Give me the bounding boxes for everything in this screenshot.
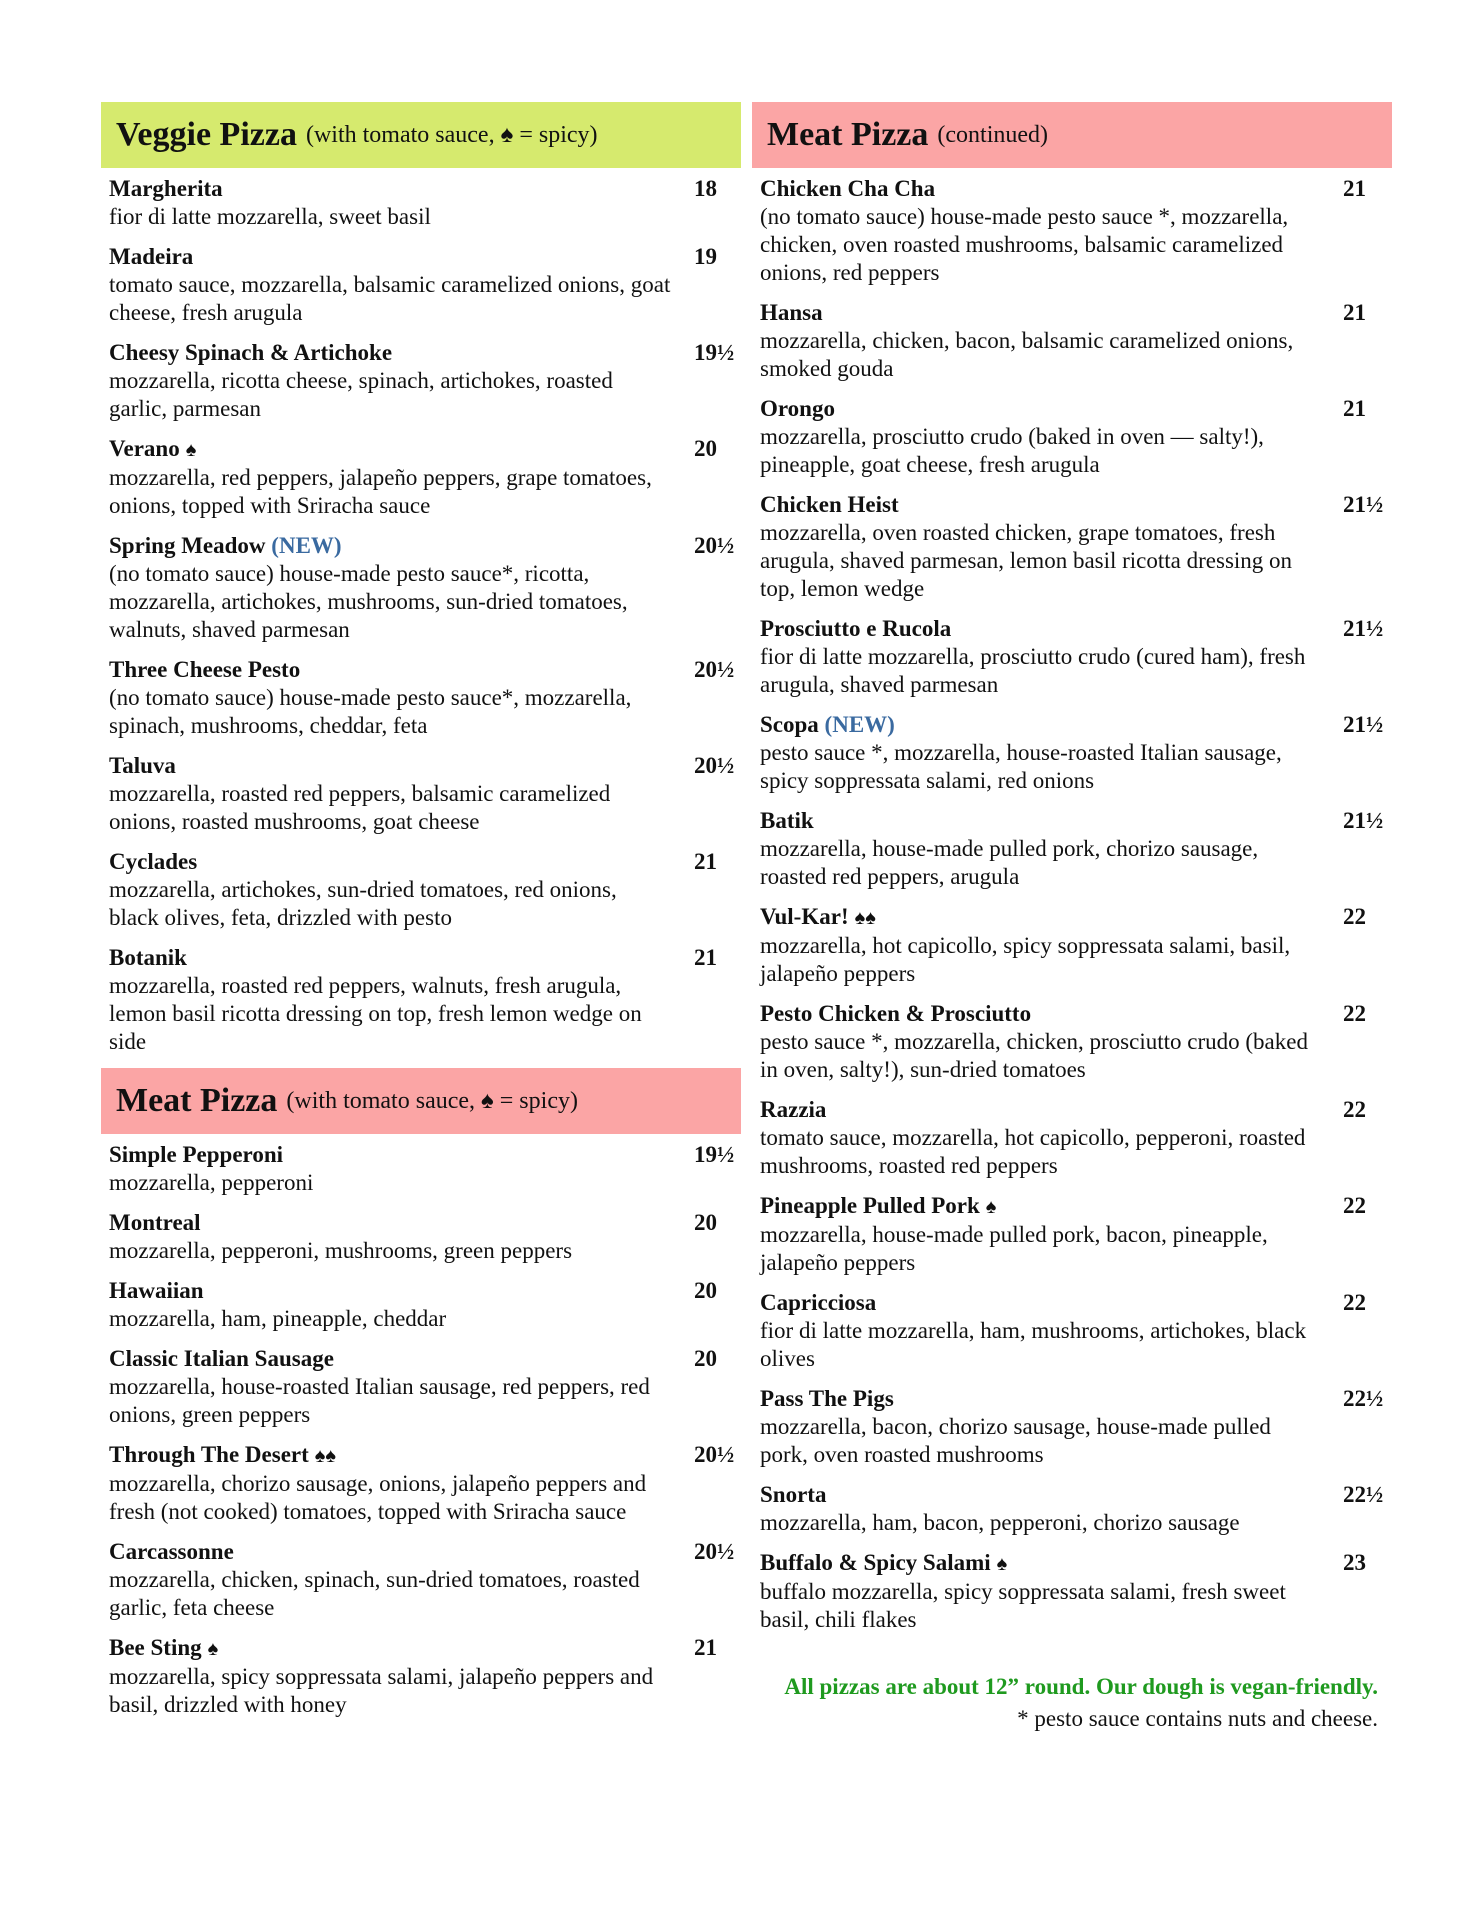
menu-item-description: (no tomato sauce) house-made pesto sauce*, mozzarella, spinach, mushrooms, cheddar, feta xyxy=(109,685,632,738)
menu-item-name: Cheesy Spinach & Artichoke xyxy=(109,340,393,365)
menu-item-price: 21 xyxy=(1343,176,1366,201)
section-title: Meat Pizza xyxy=(767,116,929,153)
menu-item-name: Madeira xyxy=(109,244,194,269)
menu-item xyxy=(101,1538,741,1622)
menu-item-name-row xyxy=(760,615,1322,643)
menu-item-name-row xyxy=(109,1209,671,1237)
menu-item-description: fior di latte mozzarella, ham, mushrooms, artichokes, black olives xyxy=(760,1318,1307,1371)
menu-item xyxy=(101,1345,741,1429)
menu-item xyxy=(101,532,741,644)
menu-item xyxy=(752,1549,1392,1634)
spicy-icon: ♠ xyxy=(985,1196,997,1218)
menu-item-name: Cyclades xyxy=(109,849,198,874)
menu-item-description: mozzarella, chicken, bacon, balsamic caramelized onions, smoked gouda xyxy=(760,328,1294,381)
menu-item-name-row xyxy=(760,1192,1322,1221)
menu-item xyxy=(752,175,1392,287)
menu-item-name: Hansa xyxy=(760,300,823,325)
menu-item-description: mozzarella, roasted red peppers, walnuts, fresh arugula, lemon basil ricotta dressing on top, fresh lemon wedge on side xyxy=(109,973,642,1054)
menu-item-price: 21 xyxy=(694,945,717,970)
menu-item xyxy=(101,435,741,520)
menu-item xyxy=(752,711,1392,795)
menu-item-name-row xyxy=(760,491,1322,519)
menu-item-price: 20½ xyxy=(694,657,735,682)
menu-item xyxy=(752,807,1392,891)
menu-item-name-row xyxy=(760,1385,1322,1413)
menu-item-description: tomato sauce, mozzarella, hot capicollo, pepperoni, roasted mushrooms, roasted red peppers xyxy=(760,1125,1306,1178)
menu-item-name: Margherita xyxy=(109,176,223,201)
menu-item-name-row xyxy=(109,339,671,367)
menu-item-description: mozzarella, hot capicollo, spicy soppressata salami, basil, jalapeño peppers xyxy=(760,933,1291,986)
menu-item-name-row xyxy=(760,175,1322,203)
footer-size-note: All pizzas are about 12” round. Our dough is vegan-friendly. xyxy=(784,1674,1378,1699)
menu-item-name: Carcassonne xyxy=(109,1539,234,1564)
menu-item-name: Pesto Chicken & Prosciutto xyxy=(760,1001,1032,1026)
menu-item-name-row xyxy=(109,752,671,780)
menu-item-price: 20½ xyxy=(694,533,735,558)
menu-item-description: mozzarella, oven roasted chicken, grape tomatoes, fresh arugula, shaved parmesan, lemon basil ricotta dressing on top, lemon wedge xyxy=(760,520,1293,601)
menu-item-name: Botanik xyxy=(109,945,187,970)
menu-item-description: mozzarella, bacon, chorizo sausage, house-made pulled pork, oven roasted mushrooms xyxy=(760,1414,1271,1467)
menu-item-price: 23 xyxy=(1343,1550,1366,1575)
menu-item-price: 22½ xyxy=(1343,1482,1384,1507)
menu-item-price: 20½ xyxy=(694,753,735,778)
veggie-pizza-list xyxy=(101,175,741,1056)
menu-item-description: buffalo mozzarella, spicy soppressata salami, fresh sweet basil, chili flakes xyxy=(760,1579,1286,1632)
spicy-icon: ♠♠ xyxy=(314,1445,337,1467)
menu-item xyxy=(101,656,741,740)
menu-item-name-row xyxy=(760,1481,1322,1509)
meat-pizza-header xyxy=(101,1068,741,1134)
new-badge: (NEW) xyxy=(271,533,342,558)
menu-item-price: 20 xyxy=(694,1210,717,1235)
menu-item-name: Prosciutto e Rucola xyxy=(760,616,952,641)
menu-item-description: tomato sauce, mozzarella, balsamic caramelized onions, goat cheese, fresh arugula xyxy=(109,272,671,325)
menu-item xyxy=(101,1441,741,1526)
menu-item-name: Hawaiian xyxy=(109,1278,204,1303)
veggie-pizza-header xyxy=(101,102,741,168)
menu-item-name: Buffalo & Spicy Salami xyxy=(760,1550,991,1575)
menu-item xyxy=(752,395,1392,479)
menu-item-name-row xyxy=(109,1634,671,1663)
menu-item-name-row xyxy=(109,175,671,203)
menu-item xyxy=(752,1000,1392,1084)
menu-item-price: 22 xyxy=(1343,1001,1366,1026)
menu-item-name-row xyxy=(109,243,671,271)
menu-item-name-row xyxy=(760,1096,1322,1124)
left-column xyxy=(101,102,741,1731)
menu-item xyxy=(752,491,1392,603)
menu-item-name-row xyxy=(109,656,671,684)
menu-item-name-row xyxy=(760,1289,1322,1317)
menu-item-name: Classic Italian Sausage xyxy=(109,1346,334,1371)
menu-item-name-row xyxy=(760,395,1322,423)
menu-item-description: mozzarella, spicy soppressata salami, jalapeño peppers and basil, drizzled with honey xyxy=(109,1664,654,1717)
menu-item-name: Simple Pepperoni xyxy=(109,1142,284,1167)
menu-item xyxy=(101,339,741,423)
menu-item-name: Pineapple Pulled Pork xyxy=(760,1193,980,1218)
section-subtitle: (with tomato sauce, ♠ = spicy) xyxy=(286,1087,578,1114)
menu-item-name: Spring Meadow xyxy=(109,533,266,558)
menu-item-name-row xyxy=(109,1345,671,1373)
menu-item-price: 20½ xyxy=(694,1442,735,1467)
menu-item-price: 21 xyxy=(694,1635,717,1660)
menu-item xyxy=(752,1096,1392,1180)
menu-item-description: mozzarella, chorizo sausage, onions, jalapeño peppers and fresh (not cooked) tomatoes, topped with Sriracha sauce xyxy=(109,1471,647,1524)
menu-item-price: 21½ xyxy=(1343,616,1384,641)
menu-item xyxy=(101,1209,741,1265)
menu-item-price: 21½ xyxy=(1343,712,1384,737)
meat-pizza-continued-list xyxy=(752,175,1392,1634)
menu-item-description: mozzarella, prosciutto crudo (baked in oven — salty!), pineapple, goat cheese, fresh arugula xyxy=(760,424,1264,477)
menu-item-description: fior di latte mozzarella, prosciutto crudo (cured ham), fresh arugula, shaved parmesan xyxy=(760,644,1306,697)
menu-item-name-row xyxy=(109,1441,671,1470)
menu-item-price: 20 xyxy=(694,436,717,461)
menu-item-price: 22 xyxy=(1343,1097,1366,1122)
menu-item xyxy=(752,1481,1392,1537)
menu-item-description: mozzarella, ham, bacon, pepperoni, chorizo sausage xyxy=(760,1510,1240,1535)
spicy-icon: ♠♠ xyxy=(854,907,876,929)
menu-item xyxy=(752,1192,1392,1277)
menu-item-name: Orongo xyxy=(760,396,835,421)
menu-item-price: 21 xyxy=(694,849,717,874)
menu-item xyxy=(101,243,741,327)
spicy-icon: ♠ xyxy=(996,1553,1008,1575)
menu-item-name: Capricciosa xyxy=(760,1290,877,1315)
menu-item-name: Through The Desert xyxy=(109,1442,309,1467)
menu-item-price: 21½ xyxy=(1343,492,1384,517)
menu-item-name: Pass The Pigs xyxy=(760,1386,894,1411)
menu-item-price: 22 xyxy=(1343,1290,1366,1315)
section-title: Veggie Pizza xyxy=(116,116,297,153)
menu-item-price: 21½ xyxy=(1343,808,1384,833)
menu-item-description: (no tomato sauce) house-made pesto sauce*, ricotta, mozzarella, artichokes, mushrooms, sun-dried tomatoes, walnuts, shaved parmesan xyxy=(109,561,628,642)
menu-item-description: mozzarella, chicken, spinach, sun-dried tomatoes, roasted garlic, feta cheese xyxy=(109,1567,640,1620)
menu-item-name-row xyxy=(109,532,671,560)
menu-item-name: Razzia xyxy=(760,1097,827,1122)
menu-item xyxy=(752,1385,1392,1469)
menu-item-description: mozzarella, artichokes, sun-dried tomatoes, red onions, black olives, feta, drizzled with pesto xyxy=(109,877,617,930)
right-column xyxy=(752,102,1392,1736)
menu-item-name-row xyxy=(109,848,671,876)
menu-item-description: pesto sauce *, mozzarella, chicken, prosciutto crudo (baked in oven, salty!), sun-dried tomatoes xyxy=(760,1029,1308,1082)
menu-item-description: mozzarella, house-roasted Italian sausage, red peppers, red onions, green peppers xyxy=(109,1374,650,1427)
menu-item-price: 22 xyxy=(1343,904,1366,929)
menu-item-price: 18 xyxy=(694,176,717,201)
menu-item-name: Snorta xyxy=(760,1482,827,1507)
menu-item-name: Verano xyxy=(109,436,180,461)
menu-item-name-row xyxy=(760,807,1322,835)
menu-item-description: mozzarella, pepperoni, mushrooms, green peppers xyxy=(109,1238,573,1263)
menu-item xyxy=(101,1634,741,1719)
menu-item-name-row xyxy=(109,1277,671,1305)
menu-item-name-row xyxy=(760,903,1322,932)
menu-item-description: mozzarella, red peppers, jalapeño peppers, grape tomatoes, onions, topped with Sriracha sauce xyxy=(109,465,652,518)
menu-item xyxy=(101,944,741,1056)
menu-item xyxy=(752,1289,1392,1373)
menu-item xyxy=(101,1277,741,1333)
menu-item xyxy=(101,175,741,231)
menu-item-name: Chicken Cha Cha xyxy=(760,176,936,201)
menu-footer xyxy=(752,1672,1392,1736)
menu-item-name: Bee Sting xyxy=(109,1635,202,1660)
menu-item xyxy=(752,615,1392,699)
section-subtitle: (continued) xyxy=(937,121,1049,148)
menu-item-price: 20 xyxy=(694,1278,717,1303)
menu-item-price: 21 xyxy=(1343,300,1366,325)
menu-item-name: Batik xyxy=(760,808,814,833)
menu-item-price: 22 xyxy=(1343,1193,1366,1218)
menu-item xyxy=(101,1141,741,1197)
menu-item-name-row xyxy=(760,711,1322,739)
menu-item-description: mozzarella, ricotta cheese, spinach, artichokes, roasted garlic, parmesan xyxy=(109,368,613,421)
menu-item-name-row xyxy=(109,435,671,464)
menu-item-price: 20 xyxy=(694,1346,717,1371)
menu-item xyxy=(752,299,1392,383)
spicy-icon: ♠ xyxy=(207,1638,219,1660)
menu-item-name: Scopa xyxy=(760,712,819,737)
menu-item-price: 20½ xyxy=(694,1539,735,1564)
menu-item-name: Three Cheese Pesto xyxy=(109,657,301,682)
menu-item-name-row xyxy=(760,1000,1322,1028)
section-title: Meat Pizza xyxy=(116,1082,278,1119)
section-subtitle: (with tomato sauce, ♠ = spicy) xyxy=(305,121,598,148)
menu-item-price: 19½ xyxy=(694,1142,735,1167)
menu-item-name: Chicken Heist xyxy=(760,492,899,517)
menu-item-price: 19 xyxy=(694,244,717,269)
menu-item-name: Taluva xyxy=(109,753,176,778)
menu-item-price: 22½ xyxy=(1343,1386,1384,1411)
menu-item-name-row xyxy=(109,1141,671,1169)
menu-item xyxy=(101,848,741,932)
menu-item-name: Montreal xyxy=(109,1210,201,1235)
menu-item-description: fior di latte mozzarella, sweet basil xyxy=(109,204,431,229)
menu-item-name-row xyxy=(109,1538,671,1566)
menu-item-name-row xyxy=(760,1549,1322,1578)
menu-item-description: pesto sauce *, mozzarella, house-roasted Italian sausage, spicy soppressata salami, red onions xyxy=(760,740,1282,793)
new-badge: (NEW) xyxy=(824,712,895,737)
meat-pizza-list xyxy=(101,1141,741,1719)
spicy-icon: ♠ xyxy=(185,439,197,461)
menu-item-description: mozzarella, ham, pineapple, cheddar xyxy=(109,1306,447,1331)
menu-item-price: 21 xyxy=(1343,396,1366,421)
footer-pesto-note: * pesto sauce contains nuts and cheese. xyxy=(1017,1706,1378,1731)
menu-item-description: mozzarella, roasted red peppers, balsamic caramelized onions, roasted mushrooms, goat cheese xyxy=(109,781,611,834)
menu-item-description: mozzarella, pepperoni xyxy=(109,1170,314,1195)
menu-item-name-row xyxy=(109,944,671,972)
menu-item-description: mozzarella, house-made pulled pork, chorizo sausage, roasted red peppers, arugula xyxy=(760,836,1259,889)
menu-item-price: 19½ xyxy=(694,340,735,365)
menu-item xyxy=(752,903,1392,988)
menu-item-name: Vul-Kar! xyxy=(760,904,849,929)
menu-item-name-row xyxy=(760,299,1322,327)
meat-pizza-continued-header xyxy=(752,102,1392,168)
menu-item xyxy=(101,752,741,836)
menu-item-description: mozzarella, house-made pulled pork, bacon, pineapple, jalapeño peppers xyxy=(760,1222,1268,1275)
menu-item-description: (no tomato sauce) house-made pesto sauce *, mozzarella, chicken, oven roasted mushrooms, balsamic caramelized onions, red peppers xyxy=(760,204,1289,285)
